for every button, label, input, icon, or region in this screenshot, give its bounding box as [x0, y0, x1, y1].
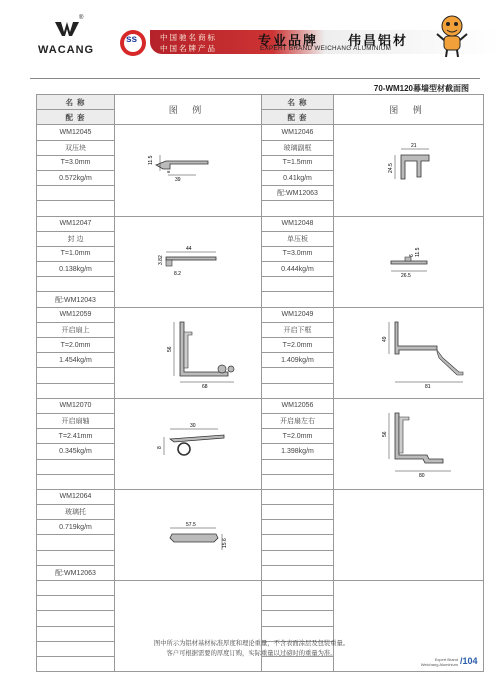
svg-text:30: 30: [190, 422, 196, 429]
svg-text:11.5: 11.5: [414, 247, 421, 257]
profile-weight: 0.41kg/m: [262, 170, 334, 185]
profile-figure: [115, 125, 262, 216]
header-figure-left: 图 例: [115, 95, 262, 125]
profile-name: 开启扇左右: [262, 413, 334, 428]
brand-cn-right: 伟昌铝材: [348, 33, 409, 48]
profile-figure: [334, 125, 484, 216]
brand-en: EXPERT BRAND WEICHANG ALUMINIUM: [260, 45, 392, 52]
svg-text:24.5: 24.5: [387, 163, 394, 174]
empty-cell: [37, 535, 115, 550]
empty-cell: [262, 535, 334, 550]
profile-name: 开启扇上: [37, 322, 115, 337]
header-match-label: 配 套: [37, 110, 115, 125]
empty-cell: [37, 383, 115, 398]
empty-cell: [262, 201, 334, 216]
profile-weight: 1.398kg/m: [262, 444, 334, 459]
profile-name: 开启下框: [262, 322, 334, 337]
page-header: [0, 0, 503, 70]
empty-cell: [262, 292, 334, 307]
header-name-label-right: 名 称: [262, 95, 334, 110]
svg-text:80: 80: [418, 472, 425, 479]
svg-text:56: 56: [381, 431, 388, 437]
page-number: /104: [460, 656, 478, 666]
profile-figure: [334, 216, 484, 307]
profile-code: WM12059: [37, 307, 115, 322]
profile-weight: 0.444kg/m: [262, 262, 334, 277]
slogan-line-2: 中国名牌产品: [160, 44, 217, 53]
header-figure-right: 图 例: [334, 95, 484, 125]
profile-weight: 1.409kg/m: [262, 353, 334, 368]
header-divider: [30, 78, 480, 79]
empty-cell: [262, 656, 334, 671]
profile-code: WM12049: [262, 307, 334, 322]
empty-cell: [262, 550, 334, 565]
profile-drawing-wm12049: [339, 312, 479, 392]
empty-cell: [37, 550, 115, 565]
profile-code: WM12064: [37, 489, 115, 504]
profile-thickness: T=2.41mm: [37, 429, 115, 444]
footnote-line-1: 图中所示为铝材基材标准厚度和理论重量，不含表面涂层及包装重量。: [153, 640, 350, 647]
empty-cell: [262, 459, 334, 474]
empty-cell: [37, 656, 115, 671]
profile-drawing-wm12048: [339, 221, 479, 301]
empty-cell: [37, 474, 115, 489]
profile-name: 封 边: [37, 231, 115, 246]
profile-match: 配:WM12063: [262, 186, 334, 201]
profile-figure: [115, 216, 262, 307]
profile-name: 玻璃托: [37, 505, 115, 520]
svg-text:8: 8: [157, 446, 163, 449]
famous-brand-badge-icon: ss: [120, 30, 146, 56]
profile-code: WM12046: [262, 125, 334, 140]
svg-text:11.5: 11.5: [148, 156, 154, 166]
profile-drawing-wm12070: [118, 403, 258, 483]
profile-drawing-wm12059: [118, 312, 258, 392]
empty-cell: [262, 489, 334, 504]
empty-cell: [262, 383, 334, 398]
empty-cell: [37, 581, 115, 596]
profile-code: WM12056: [262, 398, 334, 413]
empty-figure: [115, 581, 262, 672]
svg-text:44: 44: [186, 245, 192, 252]
empty-cell: [262, 474, 334, 489]
profile-weight: 0.572kg/m: [37, 170, 115, 185]
header-match-label-right: 配 套: [262, 110, 334, 125]
brand-cn-left: 专业品牌: [258, 33, 319, 48]
profile-drawing-wm12046: [339, 129, 479, 209]
svg-text:57.5: 57.5: [186, 521, 196, 528]
svg-text:3.82: 3.82: [158, 254, 164, 265]
profile-code: WM12045: [37, 125, 115, 140]
empty-cell: [37, 368, 115, 383]
empty-cell: [262, 581, 334, 596]
profile-drawing-wm12047: [118, 221, 258, 301]
empty-cell: [37, 277, 115, 292]
profile-thickness: T=2.0mm: [262, 429, 334, 444]
profile-weight: 0.719kg/m: [37, 520, 115, 535]
profile-name: 双压块: [37, 140, 115, 155]
profile-thickness: T=2.0mm: [262, 338, 334, 353]
svg-text:26.5: 26.5: [400, 272, 411, 279]
empty-cell: [262, 565, 334, 580]
empty-figure: [334, 489, 484, 580]
profile-drawing-wm12056: [339, 403, 479, 483]
profile-thickness: T=2.0mm: [37, 338, 115, 353]
profile-thickness: T=1.0mm: [37, 246, 115, 261]
svg-text:6: 6: [166, 170, 171, 174]
empty-cell: [37, 459, 115, 474]
svg-text:81: 81: [424, 383, 431, 390]
profile-code: WM12047: [37, 216, 115, 231]
svg-text:68: 68: [202, 383, 208, 390]
header-name-label: 名 称: [37, 95, 115, 110]
mascot-icon: [434, 14, 470, 58]
profile-match: 配:WM12063: [37, 565, 115, 580]
empty-cell: [37, 201, 115, 216]
profile-name: 单压板: [262, 231, 334, 246]
empty-cell: [262, 505, 334, 520]
profile-figure: [334, 307, 484, 398]
svg-text:8.2: 8.2: [174, 270, 181, 277]
document-title: 70-WM120幕墙型材截面图: [373, 84, 469, 93]
page-brand-label: Expert Brand Weichang Aluminium: [420, 657, 458, 667]
svg-text:49: 49: [381, 336, 388, 342]
profile-figure: [334, 398, 484, 489]
profile-thickness: T=3.0mm: [37, 155, 115, 170]
empty-cell: [262, 611, 334, 626]
empty-cell: [262, 596, 334, 611]
profile-code: WM12048: [262, 216, 334, 231]
empty-cell: [37, 596, 115, 611]
footnote-line-2: 客户可根据需要的厚度订购，实际重量以过磅时的重量为准。: [166, 650, 337, 657]
slogan-line-1: 中国驰名商标: [160, 33, 217, 42]
profile-figure: [115, 307, 262, 398]
profile-match: [37, 186, 115, 201]
svg-text:21: 21: [410, 143, 417, 150]
profile-thickness: T=3.0mm: [262, 246, 334, 261]
profile-weight: 0.138kg/m: [37, 262, 115, 277]
profile-drawing-wm12045: [118, 129, 258, 209]
profile-table: [36, 94, 484, 672]
empty-cell: [262, 277, 334, 292]
empty-cell: [262, 520, 334, 535]
registered-mark: ®: [79, 15, 84, 21]
svg-text:56: 56: [167, 346, 173, 352]
profile-thickness: T=1.5mm: [262, 155, 334, 170]
profile-weight: 1.454kg/m: [37, 353, 115, 368]
svg-text:39: 39: [175, 177, 181, 184]
profile-name: 玻璃副框: [262, 140, 334, 155]
svg-text:6: 6: [408, 253, 415, 257]
profile-figure: [115, 398, 262, 489]
profile-drawing-wm12064: [118, 494, 258, 574]
profile-match: 配:WM12043: [37, 292, 115, 307]
logo-text: WACANG: [38, 44, 95, 56]
profile-name: 开启扇轴: [37, 413, 115, 428]
profile-figure: [115, 489, 262, 580]
profile-code: WM12070: [37, 398, 115, 413]
svg-text:15.6: 15.6: [222, 538, 228, 548]
wacang-logo-icon: [55, 20, 79, 38]
empty-cell: [37, 611, 115, 626]
profile-weight: 0.345kg/m: [37, 444, 115, 459]
empty-cell: [262, 368, 334, 383]
